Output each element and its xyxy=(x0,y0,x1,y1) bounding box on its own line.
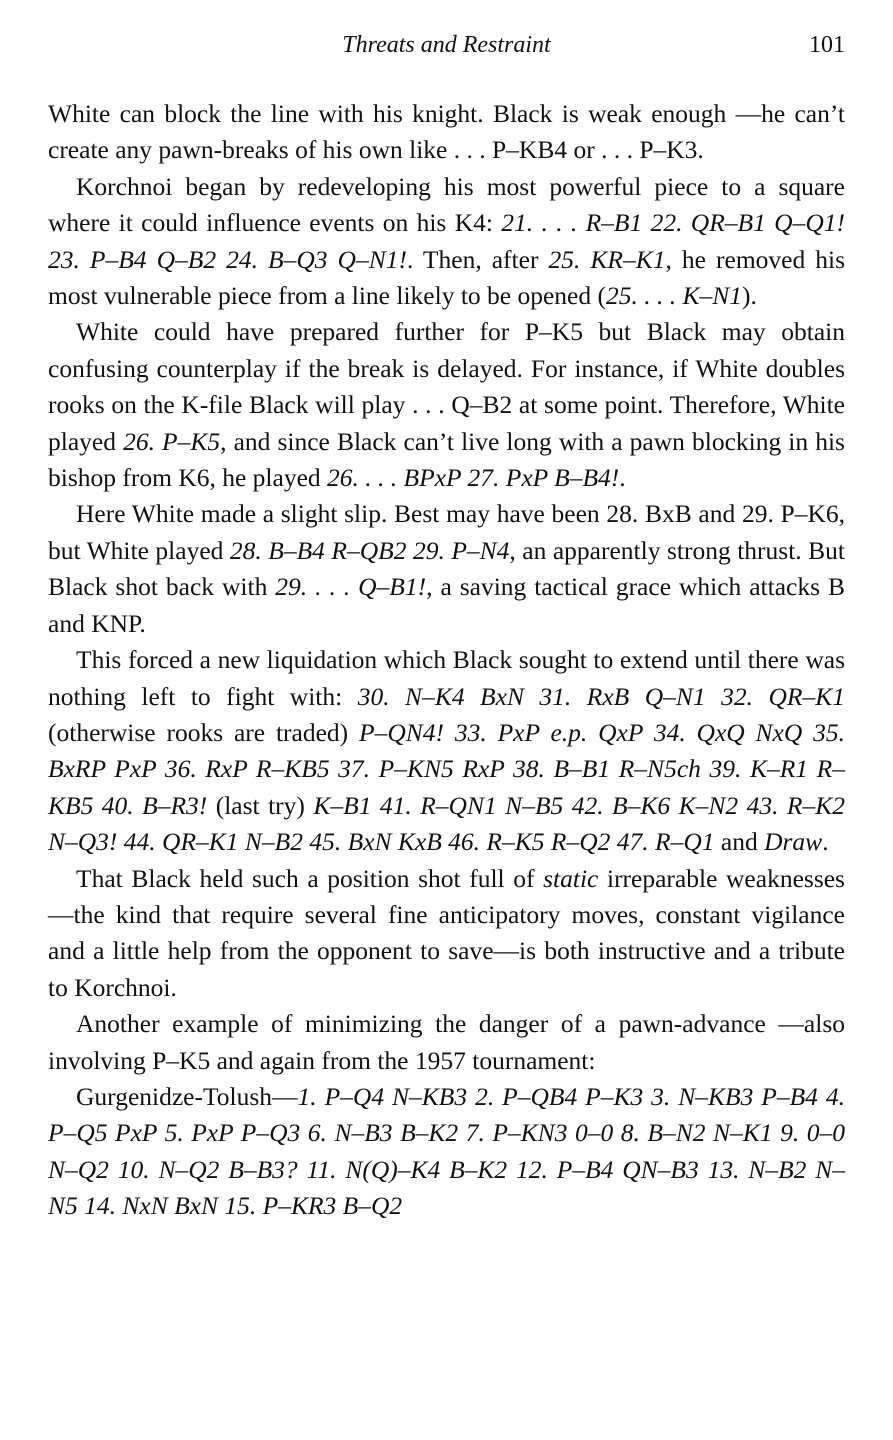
text-segment: White could have prepared further for P–K5 but Black may obtain confusing counterplay if the break is delayed. For instance, if White doubles rooks on the K-file Black will play . . . Q–B2 at some point. Therefore, White played xyxy=(48,317,845,456)
body-text xyxy=(48,96,845,1225)
text-segment: Here White made a slight slip. Best may have been 28. BxB and 29. P–K6, but White played xyxy=(48,499,845,565)
paragraph xyxy=(48,314,845,496)
chess-notation: 26. . . . BPxP 27. PxP B–B4! xyxy=(327,463,620,493)
text-segment: irreparable weaknesses—the kind that require several fine anticipatory moves, constant vigilance and a little help from the opponent to save—is both instructive and a tribute to Korchnoi. xyxy=(48,863,845,1002)
text-segment: . xyxy=(822,827,829,857)
text-segment: . Then, after xyxy=(406,244,549,274)
chess-notation: 30. N–K4 BxN 31. RxB Q–N1 32. QR–K1 xyxy=(357,681,845,711)
text-segment: (last try) xyxy=(207,790,314,820)
paragraph xyxy=(48,1079,845,1225)
paragraph xyxy=(48,642,845,860)
paragraph xyxy=(48,169,845,315)
running-head xyxy=(48,32,845,68)
chess-notation: 21. . . . R–B1 22. QR–B1 Q–Q1! 23. P–B4 Q–B2 24. B–Q3 Q–N1! xyxy=(48,208,846,274)
paragraph xyxy=(48,96,845,169)
text-segment: Another example of minimizing the danger of a pawn-advance —also involving P–K5 and again from the 1957 tournament: xyxy=(48,1009,845,1075)
paragraph xyxy=(48,496,845,642)
text-segment: , a saving tactical grace which attacks B and KNP. xyxy=(48,572,846,638)
text-segment: . xyxy=(619,463,626,493)
text-segment: Korchnoi began by redeveloping his most powerful piece to a square where it could influence events on his K4: xyxy=(48,171,845,238)
text-segment: (otherwise rooks are traded) xyxy=(48,717,360,747)
chess-notation: 25. KR–K1 xyxy=(548,244,666,274)
text-segment: This forced a new liquidation which Black sought to extend until there was nothing left to fight with: xyxy=(48,645,845,711)
chess-notation: 1. P–Q4 N–KB3 2. P–QB4 P–K3 3. N–KB3 P–B4 4. P–Q5 PxP 5. PxP P–Q3 6. N–B3 B–K2 7. P–KN3 0–0 8. B–N2 N–K1 9. 0–0 N–Q2 10. N–Q2 B–B3? 11. N(Q)–K4 B–K2 12. P–B4 QN–B3 13. N–B2 N–N5 14. NxN BxN 15. P–KR3 B–Q2 xyxy=(48,1081,845,1221)
text-segment: Gurgenidze-Tolush— xyxy=(76,1081,298,1111)
chess-notation: 28. B–B4 R–QB2 29. P–N4 xyxy=(229,535,510,565)
text-segment: White can block the line with his knight. Black is weak enough —he can’t create any pawn-breaks of his own like . . . P–KB4 or . . . P–K3. xyxy=(48,99,845,165)
chess-notation: static xyxy=(543,863,599,893)
text-segment: That Black held such a position shot full of xyxy=(76,863,544,893)
chess-notation: Draw xyxy=(764,827,823,857)
text-segment: , he removed his most vulnerable piece from a line likely to be opened ( xyxy=(48,244,846,311)
text-segment: and xyxy=(714,827,765,857)
paragraph xyxy=(48,861,845,1007)
chess-notation: K–B1 41. R–QN1 N–B5 42. B–K6 K–N2 43. R–K2 N–Q3! 44. QR–K1 N–B2 45. BxN KxB 46. R–K5 R–Q2 47. R–Q1 xyxy=(48,790,845,857)
chess-notation: 25. . . . K–N1 xyxy=(605,281,743,311)
page-number: 101 xyxy=(809,32,845,58)
text-segment: ). xyxy=(742,281,757,311)
chess-notation: 26. P–K5 xyxy=(123,426,221,456)
paragraph xyxy=(48,1006,845,1079)
chess-notation: 29. . . . Q–B1! xyxy=(275,572,427,602)
text-segment: , and since Black can’t live long with a pawn blocking in his bishop from K6, he played xyxy=(48,426,845,493)
text-segment: , an apparently strong thrust. But Black shot back with xyxy=(48,535,845,602)
chess-notation: P–QN4! 33. PxP e.p. QxP 34. QxQ NxQ 35. BxRP PxP 36. RxP R–KB5 37. P–KN5 RxP 38. B–B1 R–N5ch 39. K–R1 R–KB5 40. B–R3! xyxy=(48,717,845,820)
running-title: Threats and Restraint xyxy=(342,32,551,58)
